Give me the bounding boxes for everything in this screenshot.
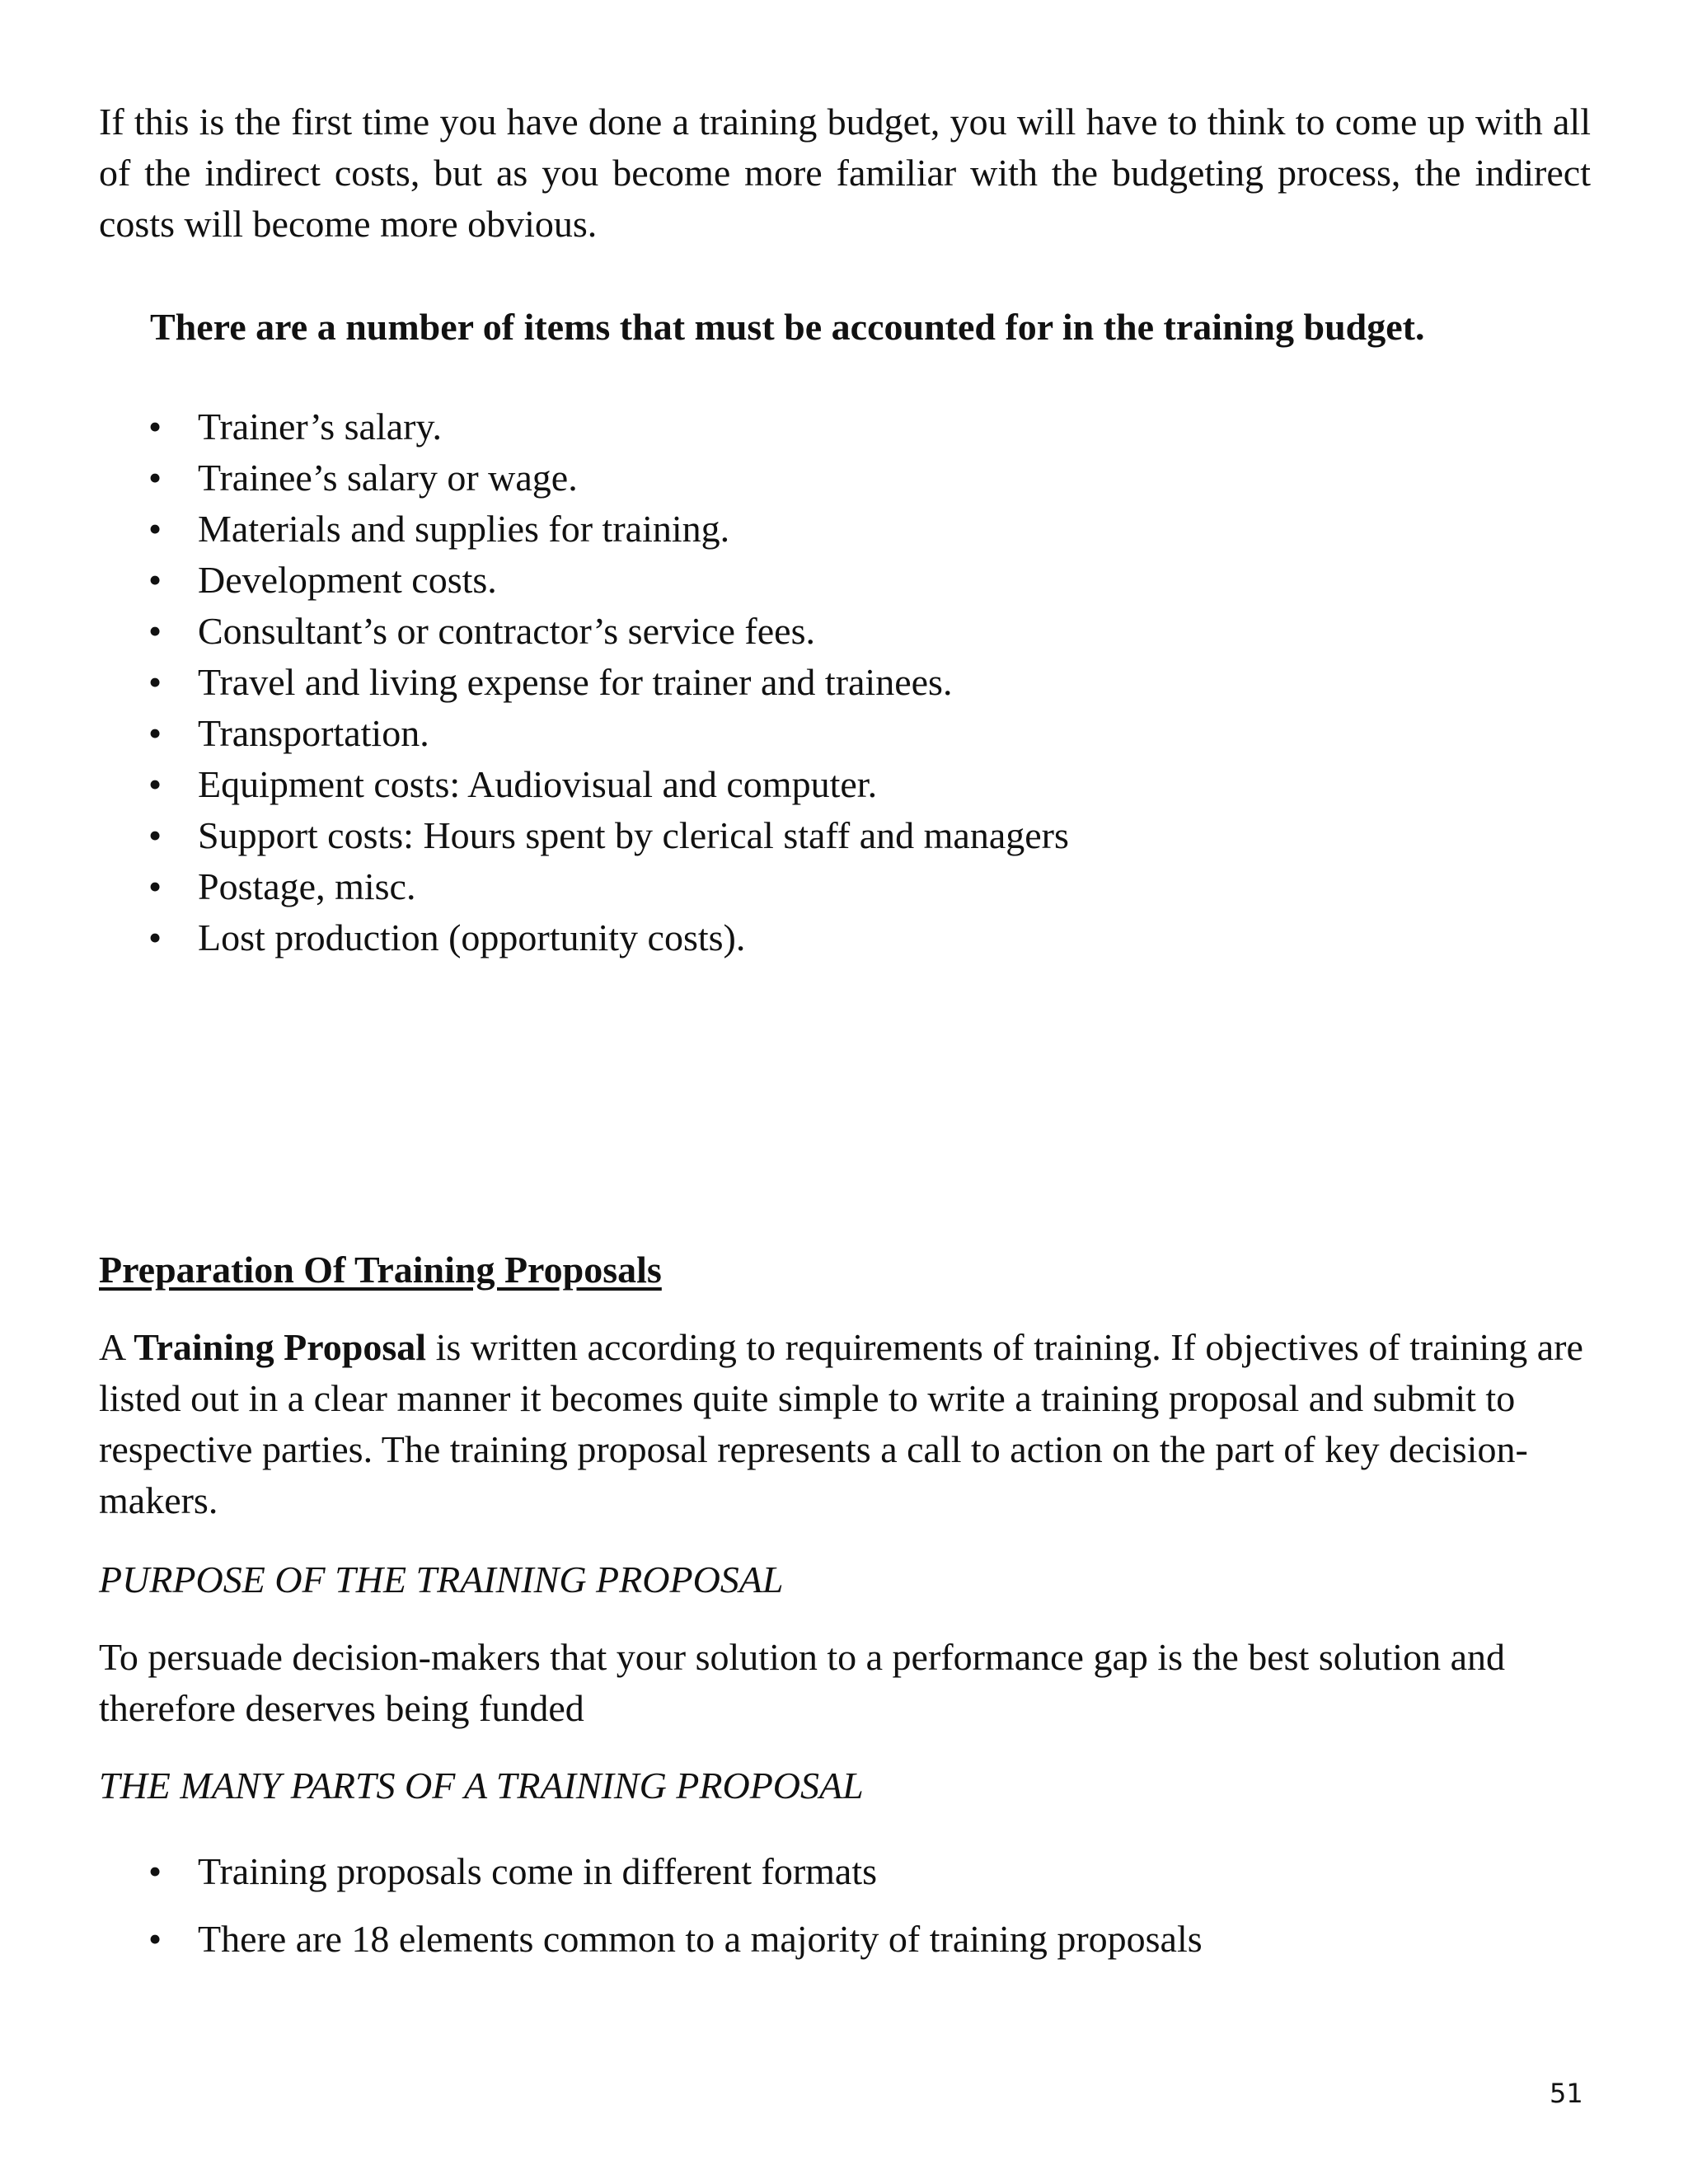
bullet-icon: • — [148, 916, 162, 958]
bullet-icon: • — [148, 1850, 162, 1892]
list-item-text: Equipment costs: Audiovisual and computer. — [198, 763, 878, 805]
proposal-bold-term: Training Proposal — [134, 1326, 427, 1368]
purpose-heading: PURPOSE OF THE TRAINING PROPOSAL — [99, 1558, 784, 1601]
list-item-text: Postage, misc. — [198, 865, 416, 907]
bullet-icon: • — [148, 661, 162, 703]
list-item-text: Trainer’s salary. — [198, 405, 442, 448]
list-item-text: Materials and supplies for training. — [198, 508, 730, 550]
list-item-text: Lost production (opportunity costs). — [198, 916, 746, 958]
list-item-text: Support costs: Hours spent by clerical staff and managers — [198, 814, 1069, 856]
list-item-text: Transportation. — [198, 712, 429, 754]
bullet-icon: • — [148, 508, 162, 550]
bullet-icon: • — [148, 559, 162, 601]
bullet-icon: • — [148, 405, 162, 448]
list-item-text: Trainee’s salary or wage. — [198, 457, 578, 499]
bullet-icon: • — [148, 712, 162, 754]
proposal-rest: is written according to requirements of training. If objectives of training are listed out in a clear manner it becomes quite simple to write a training proposal and submit to respective parties. The training proposal represents a call to action on the part of key decision-makers. — [99, 1326, 1583, 1521]
list-item-text: Training proposals come in different formats — [198, 1850, 878, 1892]
bullet-icon: • — [148, 610, 162, 652]
bullet-icon: • — [148, 457, 162, 499]
section-title: Preparation Of Training Proposals — [99, 1249, 662, 1291]
list-item-text: Consultant’s or contractor’s service fees. — [198, 610, 815, 652]
bullet-icon: • — [148, 814, 162, 856]
budget-items-heading: There are a number of items that must be accounted for in the training budget. — [150, 306, 1425, 348]
proposal-prefix: A — [99, 1326, 134, 1368]
bullet-icon: • — [148, 1918, 162, 1960]
bullet-icon: • — [148, 763, 162, 805]
bullet-icon: • — [148, 865, 162, 907]
purpose-text: To persuade decision-makers that your solution to a performance gap is the best solution and therefore deserves being funded — [99, 1636, 1505, 1729]
list-item-text: Travel and living expense for trainer and trainees. — [198, 661, 953, 703]
list-item-text: There are 18 elements common to a majority of training proposals — [198, 1918, 1203, 1960]
proposal-paragraph — [99, 1322, 1591, 1526]
intro-paragraph: If this is the first time you have done a training budget, you will have to think to come up with all of the indirect costs, but as you become more familiar with the budgeting process, the indirect costs will become more obvious. — [99, 101, 1591, 245]
list-item-text: Development costs. — [198, 559, 497, 601]
parts-heading: THE MANY PARTS OF A TRAINING PROPOSAL — [99, 1765, 864, 1807]
page-number: 51 — [1550, 2078, 1583, 2109]
